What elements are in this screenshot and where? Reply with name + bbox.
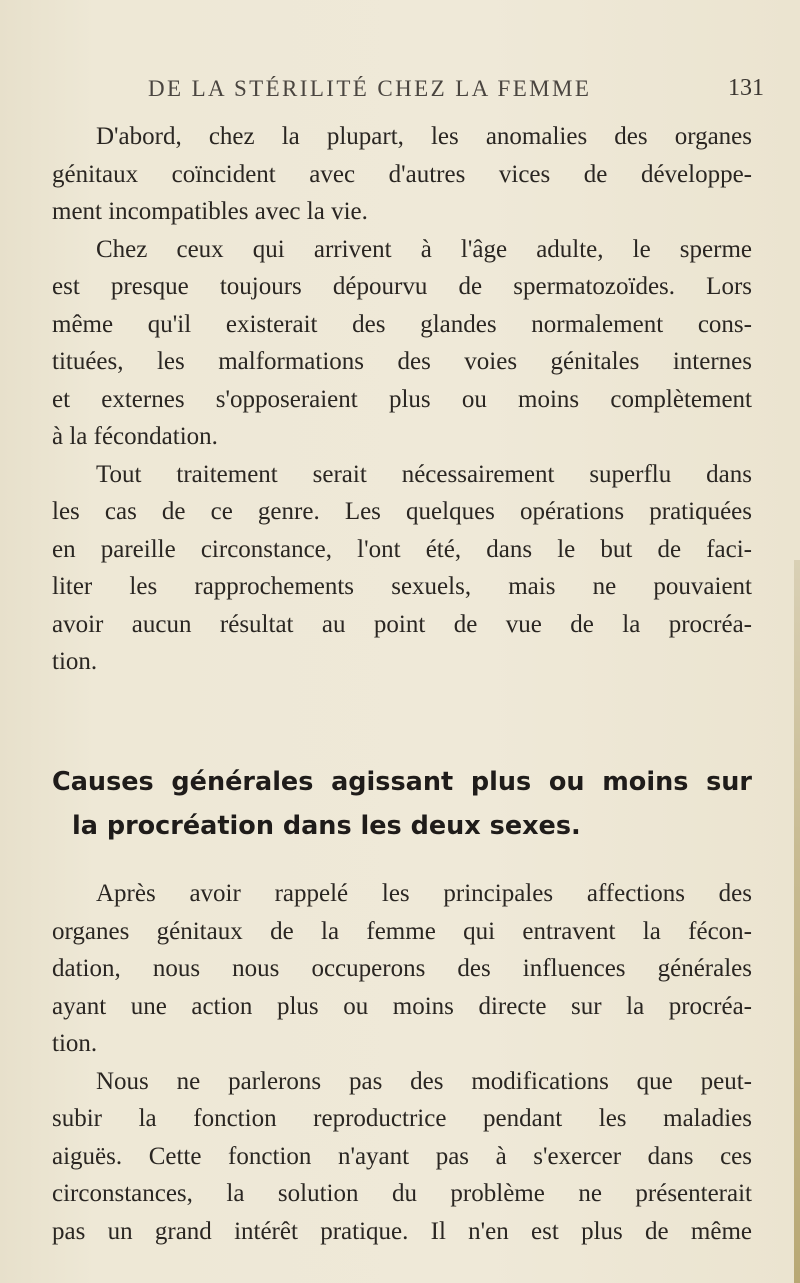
page-edge-shadow (794, 560, 800, 1283)
paragraph-3-line-2: les cas de ce genre. Les quelques opérations pratiquées (52, 498, 752, 525)
paragraph-3-line-6: tion. (52, 648, 98, 675)
paragraph-1-line-2: génitaux coïncident avec d'autres vices de développe- (52, 160, 752, 188)
section-heading-line-2: la procréation dans les deux sexes. (72, 811, 581, 841)
paragraph-1-line-3: ment incompatibles avec la vie. (52, 198, 368, 225)
page-number: 131 (728, 75, 764, 101)
paragraph-2-line-4: tituées, les malformations des voies génitales internes (52, 348, 752, 375)
paragraph-5-line-2: subir la fonction reproductrice pendant les maladies (52, 1105, 752, 1132)
section-heading-line-1: Causes générales agissant plus ou moins sur (52, 767, 752, 797)
paragraph-4-line-3: dation, nous nous occuperons des influences générales (52, 955, 752, 982)
paragraph-5-line-5: pas un grand intérêt pratique. Il n'en est plus de même (52, 1217, 752, 1245)
paragraph-4-line-2: organes génitaux de la femme qui entravent la fécon- (52, 917, 752, 945)
paragraph-3-line-1: Tout traitement serait nécessairement superflu dans (96, 460, 752, 488)
paragraph-1-line-1: D'abord, chez la plupart, les anomalies des organes (96, 123, 752, 150)
paragraph-2-line-3: même qu'il existerait des glandes normalement cons- (52, 310, 752, 338)
section-heading (52, 760, 752, 848)
paragraph-3-line-3: en pareille circonstance, l'ont été, dans le but de faci- (52, 535, 752, 563)
paragraph-4-line-5: tion. (52, 1030, 98, 1057)
running-head-title: DE LA STÉRILITÉ CHEZ LA FEMME (148, 76, 592, 101)
body-text-bottom (52, 875, 752, 1250)
paragraph-2-line-6: à la fécondation. (52, 423, 218, 450)
paragraph-2-line-2: est presque toujours dépourvu de spermatozoïdes. Lors (52, 273, 752, 300)
paragraph-2-line-1: Chez ceux qui arrivent à l'âge adulte, le sperme (96, 235, 752, 263)
paragraph-2-line-5: et externes s'opposeraient plus ou moins complètement (52, 385, 752, 413)
body-text-top (52, 118, 752, 681)
paragraph-3-line-4: liter les rapprochements sexuels, mais ne pouvaient (52, 573, 752, 600)
paragraph-5-line-4: circonstances, la solution du problème ne présenterait (52, 1180, 752, 1207)
paragraph-4-line-1: Après avoir rappelé les principales affections des (96, 880, 752, 907)
paragraph-3-line-5: avoir aucun résultat au point de vue de la procréa- (52, 610, 752, 638)
paragraph-5-line-1: Nous ne parlerons pas des modifications que peut- (96, 1067, 752, 1095)
paragraph-5-line-3: aiguës. Cette fonction n'ayant pas à s'exercer dans ces (52, 1142, 752, 1170)
paragraph-4-line-4: ayant une action plus ou moins directe sur la procréa- (52, 992, 752, 1020)
